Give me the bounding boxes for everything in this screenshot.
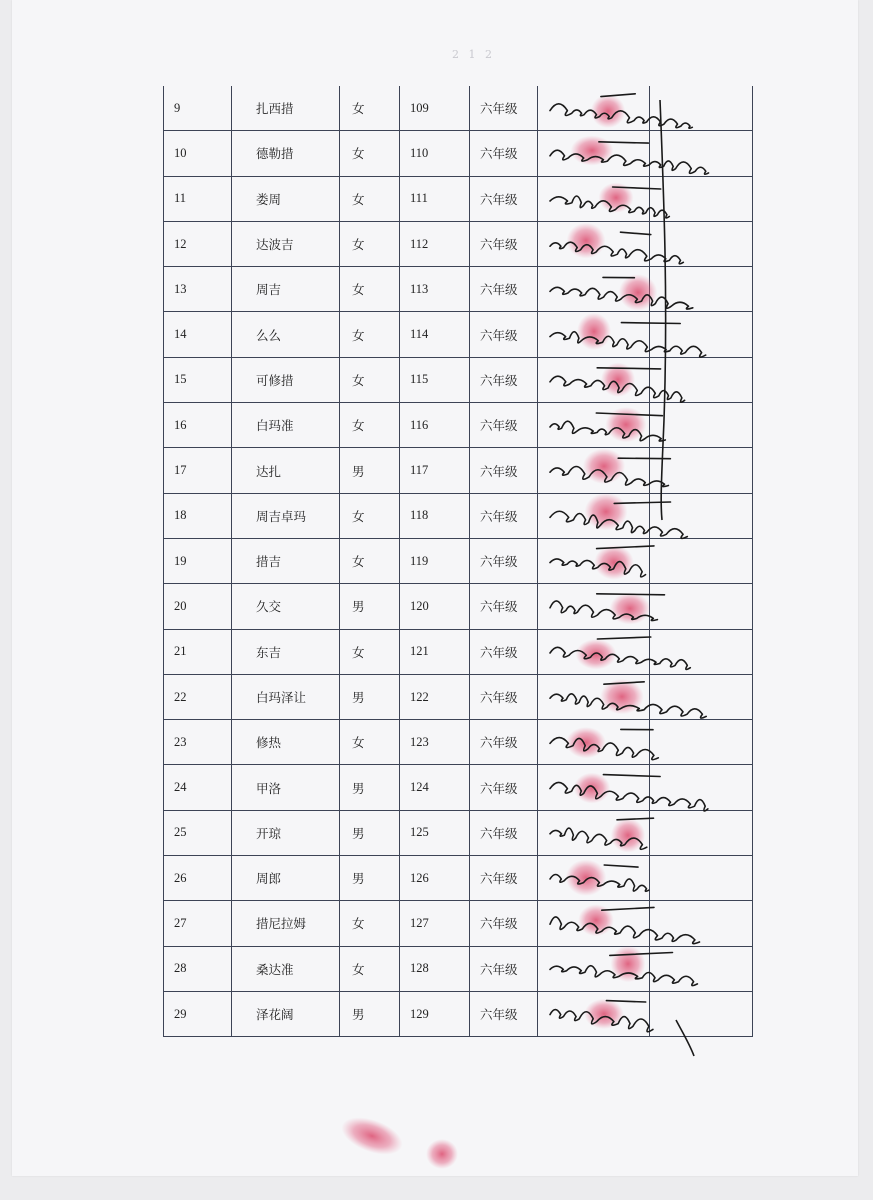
student-name: 么么	[232, 312, 340, 357]
table-row	[164, 538, 753, 583]
student-sex: 女	[340, 131, 400, 176]
row-number: 25	[164, 810, 232, 855]
signature-cell	[538, 991, 650, 1036]
row-number: 9	[164, 86, 232, 131]
table-row	[164, 131, 753, 176]
student-sex: 女	[340, 538, 400, 583]
table-row	[164, 357, 753, 402]
remarks-cell	[650, 176, 753, 221]
remarks-cell	[650, 86, 753, 131]
student-sex: 女	[340, 312, 400, 357]
student-id: 122	[400, 674, 470, 719]
table-row	[164, 86, 753, 131]
student-name: 泽花阔	[232, 991, 340, 1036]
student-name: 达波吉	[232, 221, 340, 266]
student-name: 修热	[232, 720, 340, 765]
student-name: 达扎	[232, 448, 340, 493]
remarks-cell	[650, 991, 753, 1036]
remarks-cell	[650, 403, 753, 448]
row-number: 24	[164, 765, 232, 810]
table-row	[164, 810, 753, 855]
student-grade: 六年级	[470, 221, 538, 266]
table-row	[164, 176, 753, 221]
remarks-cell	[650, 946, 753, 991]
row-number: 17	[164, 448, 232, 493]
row-number: 22	[164, 674, 232, 719]
student-id: 120	[400, 584, 470, 629]
student-grade: 六年级	[470, 901, 538, 946]
signature-cell	[538, 357, 650, 402]
student-sex: 女	[340, 901, 400, 946]
student-sex: 女	[340, 629, 400, 674]
row-number: 23	[164, 720, 232, 765]
student-id: 118	[400, 493, 470, 538]
student-grade: 六年级	[470, 765, 538, 810]
signature-cell	[538, 86, 650, 131]
table-row	[164, 765, 753, 810]
student-id: 109	[400, 86, 470, 131]
table-row	[164, 584, 753, 629]
student-grade: 六年级	[470, 403, 538, 448]
remarks-cell	[650, 267, 753, 312]
row-number: 13	[164, 267, 232, 312]
table-row	[164, 221, 753, 266]
student-name: 措吉	[232, 538, 340, 583]
student-id: 128	[400, 946, 470, 991]
remarks-cell	[650, 312, 753, 357]
remarks-cell	[650, 901, 753, 946]
table-row	[164, 946, 753, 991]
signature-cell	[538, 856, 650, 901]
student-id: 116	[400, 403, 470, 448]
page-mark: 2 1 2	[452, 48, 495, 61]
student-name: 白玛准	[232, 403, 340, 448]
row-number: 29	[164, 991, 232, 1036]
student-grade: 六年级	[470, 86, 538, 131]
student-id: 111	[400, 176, 470, 221]
student-name: 德勒措	[232, 131, 340, 176]
student-name: 扎西措	[232, 86, 340, 131]
student-grade: 六年级	[470, 674, 538, 719]
student-name: 久交	[232, 584, 340, 629]
row-number: 21	[164, 629, 232, 674]
signature-cell	[538, 403, 650, 448]
signature-cell	[538, 493, 650, 538]
student-sex: 女	[340, 357, 400, 402]
table-row	[164, 674, 753, 719]
signature-cell	[538, 176, 650, 221]
student-id: 114	[400, 312, 470, 357]
signature-cell	[538, 538, 650, 583]
student-sex: 男	[340, 810, 400, 855]
student-sex: 男	[340, 584, 400, 629]
student-grade: 六年级	[470, 991, 538, 1036]
student-name: 东吉	[232, 629, 340, 674]
row-number: 28	[164, 946, 232, 991]
student-sex: 男	[340, 856, 400, 901]
remarks-cell	[650, 493, 753, 538]
student-name: 可修措	[232, 357, 340, 402]
student-name: 桑达准	[232, 946, 340, 991]
student-grade: 六年级	[470, 357, 538, 402]
student-id: 127	[400, 901, 470, 946]
student-id: 126	[400, 856, 470, 901]
row-number: 16	[164, 403, 232, 448]
student-grade: 六年级	[470, 720, 538, 765]
student-sex: 女	[340, 403, 400, 448]
student-id: 119	[400, 538, 470, 583]
signature-cell	[538, 221, 650, 266]
signature-cell	[538, 720, 650, 765]
table-row	[164, 493, 753, 538]
student-id: 115	[400, 357, 470, 402]
signature-cell	[538, 674, 650, 719]
remarks-cell	[650, 765, 753, 810]
remarks-cell	[650, 357, 753, 402]
row-number: 12	[164, 221, 232, 266]
student-sex: 女	[340, 267, 400, 312]
student-name: 娄周	[232, 176, 340, 221]
student-id: 121	[400, 629, 470, 674]
student-grade: 六年级	[470, 448, 538, 493]
table-row	[164, 901, 753, 946]
student-grade: 六年级	[470, 493, 538, 538]
signature-cell	[538, 629, 650, 674]
table-row	[164, 267, 753, 312]
table-row	[164, 629, 753, 674]
signature-cell	[538, 946, 650, 991]
signature-cell	[538, 267, 650, 312]
row-number: 27	[164, 901, 232, 946]
student-id: 110	[400, 131, 470, 176]
row-number: 11	[164, 176, 232, 221]
remarks-cell	[650, 131, 753, 176]
signature-cell	[538, 810, 650, 855]
student-grade: 六年级	[470, 131, 538, 176]
student-grade: 六年级	[470, 267, 538, 312]
remarks-cell	[650, 856, 753, 901]
student-sex: 男	[340, 765, 400, 810]
table-row	[164, 403, 753, 448]
student-id: 113	[400, 267, 470, 312]
student-roster-table	[163, 86, 753, 1037]
student-sex: 男	[340, 448, 400, 493]
student-id: 112	[400, 221, 470, 266]
signature-cell	[538, 901, 650, 946]
row-number: 15	[164, 357, 232, 402]
signature-cell	[538, 765, 650, 810]
remarks-cell	[650, 448, 753, 493]
table-row	[164, 720, 753, 765]
row-number: 20	[164, 584, 232, 629]
student-id: 129	[400, 991, 470, 1036]
student-grade: 六年级	[470, 176, 538, 221]
remarks-cell	[650, 629, 753, 674]
student-name: 周郎	[232, 856, 340, 901]
row-number: 10	[164, 131, 232, 176]
student-grade: 六年级	[470, 584, 538, 629]
row-number: 14	[164, 312, 232, 357]
student-grade: 六年级	[470, 538, 538, 583]
student-sex: 女	[340, 720, 400, 765]
remarks-cell	[650, 674, 753, 719]
table-row	[164, 448, 753, 493]
signature-cell	[538, 131, 650, 176]
row-number: 26	[164, 856, 232, 901]
student-sex: 女	[340, 493, 400, 538]
table-row	[164, 312, 753, 357]
student-name: 开琼	[232, 810, 340, 855]
student-grade: 六年级	[470, 629, 538, 674]
student-sex: 女	[340, 176, 400, 221]
row-number: 19	[164, 538, 232, 583]
signature-cell	[538, 448, 650, 493]
student-id: 124	[400, 765, 470, 810]
student-id: 125	[400, 810, 470, 855]
student-name: 周吉卓玛	[232, 493, 340, 538]
student-sex: 男	[340, 674, 400, 719]
row-number: 18	[164, 493, 232, 538]
signature-cell	[538, 312, 650, 357]
table-row	[164, 991, 753, 1036]
student-id: 123	[400, 720, 470, 765]
student-name: 周吉	[232, 267, 340, 312]
remarks-cell	[650, 584, 753, 629]
student-grade: 六年级	[470, 312, 538, 357]
table-row	[164, 856, 753, 901]
student-name: 甲洛	[232, 765, 340, 810]
student-name: 白玛泽让	[232, 674, 340, 719]
student-sex: 女	[340, 221, 400, 266]
remarks-cell	[650, 538, 753, 583]
student-id: 117	[400, 448, 470, 493]
student-sex: 男	[340, 991, 400, 1036]
student-grade: 六年级	[470, 810, 538, 855]
student-sex: 女	[340, 946, 400, 991]
remarks-cell	[650, 221, 753, 266]
student-sex: 女	[340, 86, 400, 131]
student-grade: 六年级	[470, 856, 538, 901]
signature-cell	[538, 584, 650, 629]
student-name: 措尼拉姆	[232, 901, 340, 946]
remarks-cell	[650, 810, 753, 855]
remarks-cell	[650, 720, 753, 765]
roster-body	[164, 86, 753, 1037]
student-grade: 六年级	[470, 946, 538, 991]
